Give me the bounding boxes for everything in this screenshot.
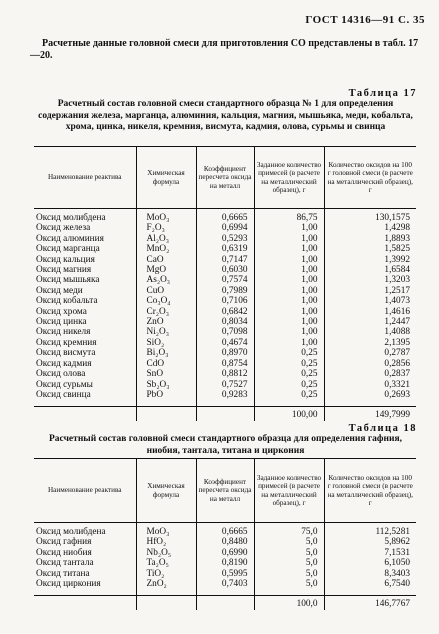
coefficient-cell: 0,6990 xyxy=(196,548,254,558)
reagent-name-cell: Оксид хрома xyxy=(36,306,87,317)
formula-cell: MoO₃ xyxy=(136,209,196,224)
table-row xyxy=(34,380,416,390)
table-row xyxy=(34,265,416,275)
coefficient-cell: 0,5995 xyxy=(196,569,254,579)
coefficient-cell: 0,7574 xyxy=(196,275,254,285)
impurity-amount-cell: 1,00 xyxy=(254,275,324,285)
total-oxide-amount-cell: 149,7999 xyxy=(324,407,416,421)
reagent-name-cell: Оксид кальция xyxy=(36,254,95,265)
reagent-name-cell: Оксид меди xyxy=(36,285,83,296)
coefficient-cell: 0,7527 xyxy=(196,380,254,390)
col-header-oxide-amount: Количество оксидов на 100 г головной смеси (в расчете на металлический образец), г xyxy=(324,147,416,209)
col-header-oxide-amount: Количество оксидов на 100 г головной смеси (в расчете на металлический образец), г xyxy=(324,459,416,523)
impurity-amount-cell: 0,25 xyxy=(254,369,324,379)
col-header-reagent: Наименование реактива xyxy=(47,173,122,182)
table-row xyxy=(34,348,416,358)
coefficient-cell: 0,6030 xyxy=(196,265,254,275)
oxide-amount-cell: 0,2837 xyxy=(324,369,416,379)
table-row xyxy=(34,234,416,244)
col-header-coefficient: Коэффициент пересчета оксида на металл xyxy=(196,459,254,523)
coefficient-cell: 0,6665 xyxy=(196,209,254,224)
formula-cell: Nb₂O₅ xyxy=(136,548,196,558)
reagent-name-cell: Оксид кобальта xyxy=(36,296,98,307)
col-header-reagent: Наименование реактива xyxy=(47,486,122,495)
table-row xyxy=(34,244,416,254)
total-row xyxy=(34,407,416,421)
intro-paragraph: Расчетные данные головной смеси для приготовления СО представлены в табл. 17—20. xyxy=(30,38,419,61)
oxide-amount-cell: 1,3203 xyxy=(324,275,416,285)
reagent-name-cell: Оксид цинка xyxy=(36,317,87,328)
table-row xyxy=(34,209,416,224)
col-header-coefficient: Коэффициент пересчета оксида на металл xyxy=(196,147,254,209)
formula-cell: CdO xyxy=(136,359,196,369)
formula-cell: TiO₂ xyxy=(136,569,196,579)
table-row xyxy=(34,296,416,306)
table-17-title: Расчетный состав головной смеси стандартного образца № 1 для определения содержания железа, марганца, алюминия, кальция, магния, мышьяка, меди, кобальта, хрома, цинка, никеля, кремния, висмута, кадмия, олова, сурьмы и свинца xyxy=(38,99,413,132)
total-coefficient-cell xyxy=(196,407,254,421)
table-row xyxy=(34,569,416,579)
coefficient-cell: 0,8480 xyxy=(196,537,254,547)
table-row xyxy=(34,359,416,369)
coefficient-cell: 0,6842 xyxy=(196,307,254,317)
impurity-amount-cell: 1,00 xyxy=(254,223,324,233)
oxide-amount-cell: 130,1575 xyxy=(324,209,416,224)
table-18-title: Расчетный состав головной смеси стандартного образца для определения гафния, ниобия, тантала, титана и циркония xyxy=(49,434,402,456)
impurity-amount-cell: 75,0 xyxy=(254,523,324,538)
reagent-name-cell: Оксид титана xyxy=(36,568,90,579)
reagent-name-cell: Оксид кремния xyxy=(36,337,97,348)
table-row xyxy=(34,275,416,285)
oxide-amount-cell: 2,1395 xyxy=(324,338,416,348)
oxide-amount-cell: 1,2447 xyxy=(324,317,416,327)
table-row xyxy=(34,327,416,337)
col-header-formula: Химическая формула xyxy=(136,147,196,209)
oxide-amount-cell: 8,3403 xyxy=(324,569,416,579)
formula-cell: Sb₂O₃ xyxy=(136,380,196,390)
page-header: ГОСТ 14316—91 С. 35 xyxy=(305,14,425,26)
reagent-name-cell: Оксид циркония xyxy=(36,579,101,590)
table-18 xyxy=(34,458,416,610)
impurity-amount-cell: 5,0 xyxy=(254,537,324,547)
col-header-impurity-amount: Заданное количество примесей (в расчете на металлический образец), г xyxy=(254,459,324,523)
table-row xyxy=(34,223,416,233)
col-header-formula: Химическая формула xyxy=(136,459,196,523)
coefficient-cell: 0,7989 xyxy=(196,286,254,296)
table-row xyxy=(34,338,416,348)
coefficient-cell: 0,8190 xyxy=(196,558,254,568)
table-row xyxy=(34,548,416,558)
coefficient-cell: 0,7098 xyxy=(196,327,254,337)
formula-cell: CuO xyxy=(136,286,196,296)
oxide-amount-cell: 7,1531 xyxy=(324,548,416,558)
impurity-amount-cell: 1,00 xyxy=(254,244,324,254)
formula-cell: As₂O₃ xyxy=(136,275,196,285)
formula-cell: Ta₂O₅ xyxy=(136,558,196,568)
impurity-amount-cell: 0,25 xyxy=(254,390,324,407)
impurity-amount-cell: 5,0 xyxy=(254,579,324,596)
formula-cell: MgO xyxy=(136,265,196,275)
reagent-name-cell: Оксид ниобия xyxy=(36,547,92,558)
impurity-amount-cell: 1,00 xyxy=(254,296,324,306)
formula-cell: ZnO xyxy=(136,317,196,327)
formula-cell: Cr₂O₃ xyxy=(136,307,196,317)
reagent-name-cell: Оксид олова xyxy=(36,369,86,380)
total-oxide-amount-cell: 146,7767 xyxy=(324,596,416,610)
table-17-label: Таблица 17 xyxy=(348,88,417,99)
total-formula-cell xyxy=(136,407,196,421)
total-reagent-name-cell xyxy=(34,407,136,421)
table-17 xyxy=(34,146,416,421)
coefficient-cell: 0,6665 xyxy=(196,523,254,538)
reagent-name-cell: Оксид гафния xyxy=(36,537,92,548)
formula-cell: MoO₃ xyxy=(136,523,196,538)
table-row xyxy=(34,286,416,296)
coefficient-cell: 0,5293 xyxy=(196,234,254,244)
table-row xyxy=(34,537,416,547)
coefficient-cell: 0,8970 xyxy=(196,348,254,358)
coefficient-cell: 0,4674 xyxy=(196,338,254,348)
coefficient-cell: 0,8034 xyxy=(196,317,254,327)
total-impurity-amount-cell: 100,0 xyxy=(254,596,324,610)
impurity-amount-cell: 0,25 xyxy=(254,348,324,358)
reagent-name-cell: Оксид молибдена xyxy=(36,527,106,537)
oxide-amount-cell: 1,8893 xyxy=(324,234,416,244)
total-coefficient-cell xyxy=(196,596,254,610)
impurity-amount-cell: 5,0 xyxy=(254,569,324,579)
coefficient-cell: 0,6319 xyxy=(196,244,254,254)
impurity-amount-cell: 1,00 xyxy=(254,255,324,265)
coefficient-cell: 0,8754 xyxy=(196,359,254,369)
oxide-amount-cell: 1,2517 xyxy=(324,286,416,296)
impurity-amount-cell: 1,00 xyxy=(254,286,324,296)
impurity-amount-cell: 1,00 xyxy=(254,338,324,348)
total-impurity-amount-cell: 100,00 xyxy=(254,407,324,421)
oxide-amount-cell: 1,5825 xyxy=(324,244,416,254)
table-row xyxy=(34,369,416,379)
table-row xyxy=(34,255,416,265)
coefficient-cell: 0,6994 xyxy=(196,223,254,233)
oxide-amount-cell: 0,2787 xyxy=(324,348,416,358)
formula-cell: CaO xyxy=(136,255,196,265)
reagent-name-cell: Оксид алюминия xyxy=(36,233,104,244)
oxide-amount-cell: 1,3992 xyxy=(324,255,416,265)
total-formula-cell xyxy=(136,596,196,610)
reagent-name-cell: Оксид никеля xyxy=(36,327,91,338)
formula-cell: Bi₂O₃ xyxy=(136,348,196,358)
oxide-amount-cell: 1,4298 xyxy=(324,223,416,233)
coefficient-cell: 0,9283 xyxy=(196,390,254,407)
impurity-amount-cell: 1,00 xyxy=(254,327,324,337)
impurity-amount-cell: 0,25 xyxy=(254,359,324,369)
formula-cell: Ni₂O₃ xyxy=(136,327,196,337)
reagent-name-cell: Оксид марганца xyxy=(36,244,100,255)
oxide-amount-cell: 1,4073 xyxy=(324,296,416,306)
impurity-amount-cell: 1,00 xyxy=(254,265,324,275)
formula-cell: MnO₂ xyxy=(136,244,196,254)
table-row xyxy=(34,317,416,327)
impurity-amount-cell: 1,00 xyxy=(254,307,324,317)
table-row xyxy=(34,523,416,538)
reagent-name-cell: Оксид кадмия xyxy=(36,358,92,369)
table-row xyxy=(34,307,416,317)
oxide-amount-cell: 0,3321 xyxy=(324,380,416,390)
reagent-name-cell: Оксид магния xyxy=(36,265,92,276)
col-header-impurity-amount: Заданное количество примесей (в расчете на металлический образец), г xyxy=(254,147,324,209)
oxide-amount-cell: 112,5281 xyxy=(324,523,416,538)
oxide-amount-cell: 0,2856 xyxy=(324,359,416,369)
oxide-amount-cell: 6,7540 xyxy=(324,579,416,596)
total-reagent-name-cell xyxy=(34,596,136,610)
coefficient-cell: 0,7147 xyxy=(196,255,254,265)
impurity-amount-cell: 5,0 xyxy=(254,558,324,568)
formula-cell: Al₂O₃ xyxy=(136,234,196,244)
oxide-amount-cell: 5,8962 xyxy=(324,537,416,547)
formula-cell: SnO xyxy=(136,369,196,379)
formula-cell: SiO₂ xyxy=(136,338,196,348)
oxide-amount-cell: 1,6584 xyxy=(324,265,416,275)
formula-cell: ZnO₂ xyxy=(136,579,196,596)
formula-cell: PbO xyxy=(136,390,196,407)
table-row xyxy=(34,579,416,596)
reagent-name-cell: Оксид мышьяка xyxy=(36,275,100,286)
formula-cell: F₂O₃ xyxy=(136,223,196,233)
reagent-name-cell: Оксид молибдена xyxy=(36,213,106,223)
formula-cell: Co₃O₄ xyxy=(136,296,196,306)
table-18-label: Таблица 18 xyxy=(348,423,417,434)
coefficient-cell: 0,7106 xyxy=(196,296,254,306)
oxide-amount-cell: 0,2693 xyxy=(324,390,416,407)
impurity-amount-cell: 86,75 xyxy=(254,209,324,224)
oxide-amount-cell: 1,4616 xyxy=(324,307,416,317)
reagent-name-cell: Оксид тантала xyxy=(36,558,94,569)
formula-cell: HfO₂ xyxy=(136,537,196,547)
impurity-amount-cell: 5,0 xyxy=(254,548,324,558)
reagent-name-cell: Оксид висмута xyxy=(36,348,96,359)
oxide-amount-cell: 1,4088 xyxy=(324,327,416,337)
oxide-amount-cell: 6,1050 xyxy=(324,558,416,568)
table-row xyxy=(34,558,416,568)
table-row xyxy=(34,390,416,407)
reagent-name-cell: Оксид сурьмы xyxy=(36,379,93,390)
impurity-amount-cell: 0,25 xyxy=(254,380,324,390)
reagent-name-cell: Оксид железа xyxy=(36,223,91,234)
coefficient-cell: 0,7403 xyxy=(196,579,254,596)
impurity-amount-cell: 1,00 xyxy=(254,234,324,244)
total-row xyxy=(34,596,416,610)
reagent-name-cell: Оксид свинца xyxy=(36,389,91,400)
impurity-amount-cell: 1,00 xyxy=(254,317,324,327)
coefficient-cell: 0,8812 xyxy=(196,369,254,379)
